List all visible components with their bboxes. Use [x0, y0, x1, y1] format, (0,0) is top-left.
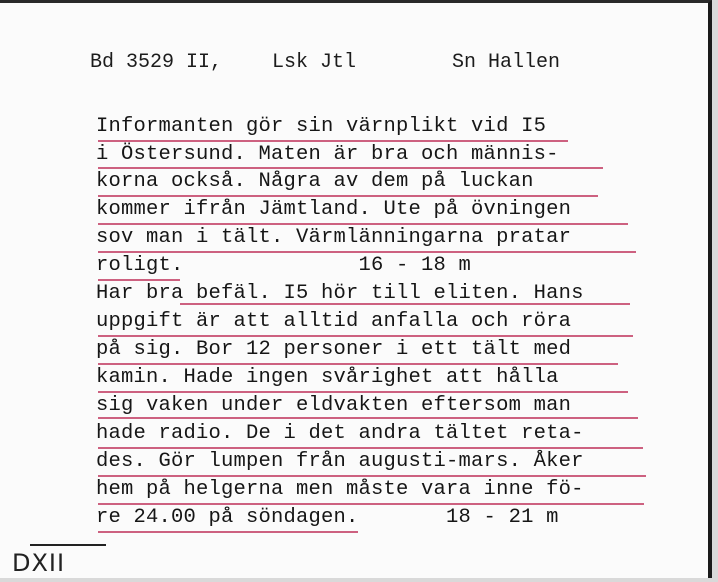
text-line: re 24.00 på söndagen. 18 - 21 m — [96, 506, 559, 529]
underline — [98, 223, 628, 225]
text-line: hem på helgerna men måste vara inne fö- — [96, 478, 584, 501]
text-line: Har bra befäl. I5 hör till eliten. Hans — [96, 282, 584, 305]
text-line: i Östersund. Maten är bra och männis- — [96, 143, 559, 166]
text-line: hade radio. De i det andra tältet reta- — [96, 422, 584, 445]
parish-name: Sn Hallen — [452, 51, 561, 74]
text-line: uppgift är att alltid anfalla och röra — [96, 310, 572, 333]
archive-number: Bd 3529 II, — [90, 51, 223, 74]
underline — [98, 391, 628, 393]
underline — [180, 303, 630, 305]
underline — [98, 335, 633, 337]
underline — [98, 417, 638, 419]
text-line: på sig. Bor 12 personer i ett tält med — [96, 338, 572, 361]
underline — [98, 251, 636, 253]
underline — [98, 140, 568, 142]
underline — [98, 195, 598, 197]
underline — [98, 363, 618, 365]
underline — [98, 447, 643, 449]
underline — [98, 531, 358, 533]
text-line: korna också. Några av dem på luckan — [96, 170, 534, 193]
text-line: sov man i tält. Värmlänningarna pratar — [96, 226, 572, 249]
text-line: roligt. 16 - 18 m — [96, 254, 472, 277]
underline — [98, 279, 180, 281]
text-line: des. Gör lumpen från augusti-mars. Åker — [96, 450, 584, 473]
underline — [98, 475, 646, 477]
text-line: Informanten gör sin värnplikt vid I5 — [96, 115, 547, 138]
region-code: Lsk Jtl — [272, 51, 357, 74]
text-line: kommer ifrån Jämtland. Ute på övningen — [96, 198, 572, 221]
text-line: kamin. Hade ingen svårighet att hålla — [96, 366, 559, 389]
corner-tag: DXII — [12, 549, 66, 577]
underline — [98, 503, 644, 505]
text-line: sig vaken under eldvakten eftersom man — [96, 394, 572, 417]
underline — [98, 167, 603, 169]
tag-overline — [30, 544, 106, 546]
